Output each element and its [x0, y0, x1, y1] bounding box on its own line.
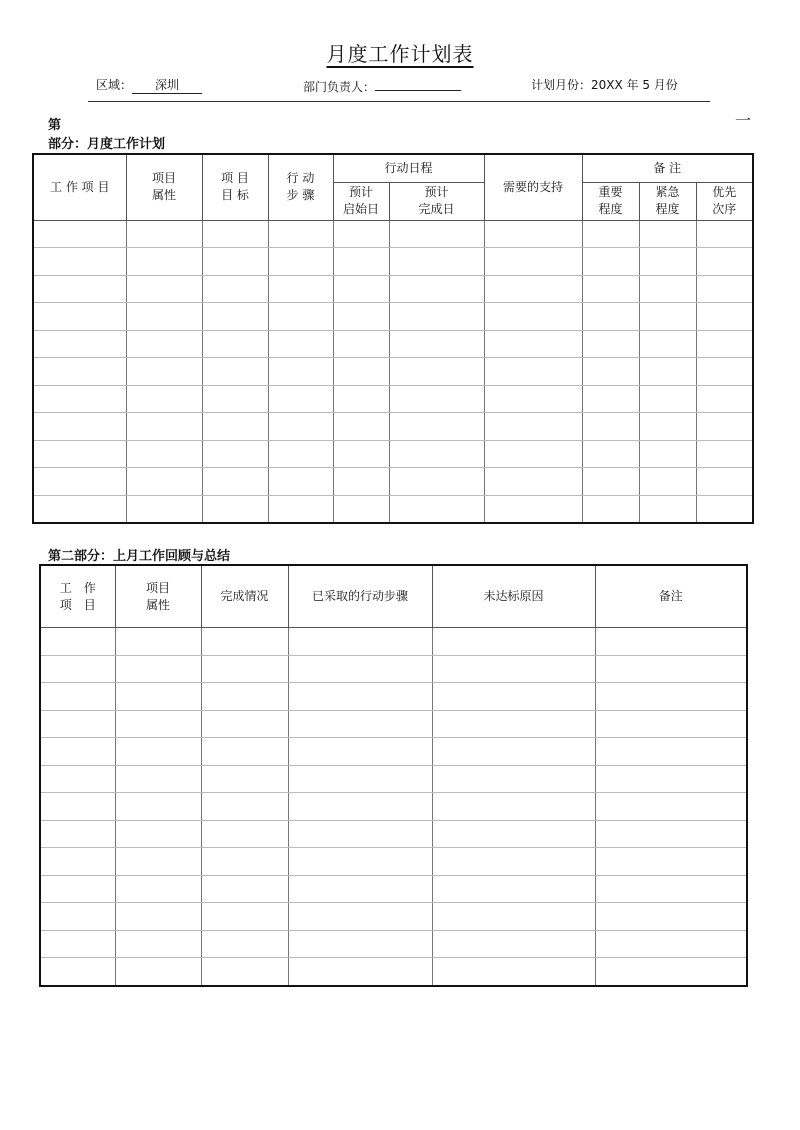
table-cell[interactable] [595, 765, 747, 793]
table-cell[interactable] [639, 468, 696, 496]
header-action-schedule: 行动日程 [333, 154, 484, 182]
review-table [39, 564, 748, 987]
header-notes: 备 注 [582, 154, 753, 182]
table-row [33, 440, 753, 468]
table-cell[interactable] [484, 468, 582, 496]
table-cell[interactable] [595, 875, 747, 903]
table-cell[interactable] [33, 413, 126, 441]
header-item-goal: 项 目 目 标 [202, 154, 268, 220]
table-cell[interactable] [595, 930, 747, 958]
table-cell[interactable] [288, 738, 432, 766]
table-cell[interactable] [639, 358, 696, 386]
table-row [40, 903, 747, 931]
table-row [40, 930, 747, 958]
table-cell[interactable] [582, 358, 639, 386]
table-cell[interactable] [639, 220, 696, 248]
table-cell[interactable] [288, 710, 432, 738]
table-cell[interactable] [201, 793, 288, 821]
header-completion-status: 完成情况 [201, 565, 288, 628]
table-cell[interactable] [639, 385, 696, 413]
table-cell[interactable] [202, 468, 268, 496]
table-cell[interactable] [268, 220, 333, 248]
table-cell[interactable] [202, 303, 268, 331]
table-cell[interactable] [40, 930, 115, 958]
table-cell[interactable] [201, 628, 288, 656]
table-cell[interactable] [333, 330, 389, 358]
table-cell[interactable] [115, 793, 201, 821]
table-cell[interactable] [126, 303, 202, 331]
table-cell[interactable] [484, 220, 582, 248]
table-cell[interactable] [288, 655, 432, 683]
table-cell[interactable] [33, 330, 126, 358]
table-cell[interactable] [389, 468, 484, 496]
table-cell[interactable] [268, 413, 333, 441]
table-cell[interactable] [33, 220, 126, 248]
table-cell[interactable] [288, 628, 432, 656]
table-cell[interactable] [595, 710, 747, 738]
plan-table-body [33, 220, 753, 523]
table-cell[interactable] [432, 930, 595, 958]
table-row [40, 820, 747, 848]
table-cell[interactable] [126, 440, 202, 468]
table-cell[interactable] [288, 683, 432, 711]
table-cell[interactable] [33, 385, 126, 413]
table-cell[interactable] [582, 495, 639, 523]
table-cell[interactable] [432, 903, 595, 931]
table-cell[interactable] [288, 793, 432, 821]
header-urgency: 紧急 程度 [639, 182, 696, 220]
table-row [33, 468, 753, 496]
table-cell[interactable] [639, 495, 696, 523]
table-cell[interactable] [115, 875, 201, 903]
header-notes: 备注 [595, 565, 747, 628]
monthly-plan-table [32, 153, 754, 524]
page-title: 月度工作计划表 [326, 42, 474, 66]
table-cell[interactable] [333, 413, 389, 441]
table-row [33, 303, 753, 331]
table-cell[interactable] [582, 468, 639, 496]
table-cell[interactable] [40, 628, 115, 656]
table-cell[interactable] [696, 275, 753, 303]
table-row [40, 875, 747, 903]
table-cell[interactable] [40, 958, 115, 986]
table-cell[interactable] [202, 275, 268, 303]
table-cell[interactable] [268, 385, 333, 413]
table-cell[interactable] [40, 710, 115, 738]
table-cell[interactable] [201, 958, 288, 986]
table-cell[interactable] [696, 358, 753, 386]
table-row [40, 710, 747, 738]
table-cell[interactable] [201, 930, 288, 958]
table-cell[interactable] [432, 793, 595, 821]
table-cell[interactable] [484, 440, 582, 468]
table-cell[interactable] [582, 440, 639, 468]
table-cell[interactable] [389, 248, 484, 276]
table-cell[interactable] [484, 413, 582, 441]
table-cell[interactable] [484, 248, 582, 276]
table-cell[interactable] [33, 358, 126, 386]
table-cell[interactable] [639, 275, 696, 303]
table-cell[interactable] [389, 385, 484, 413]
table-cell[interactable] [389, 495, 484, 523]
section1-title-line2: 部分：月度工作计划 [48, 137, 166, 152]
table-cell[interactable] [389, 275, 484, 303]
review-table-body [40, 628, 747, 986]
table-row [40, 765, 747, 793]
table-cell[interactable] [115, 765, 201, 793]
table-cell[interactable] [33, 275, 126, 303]
region-value: 深圳 [132, 76, 202, 94]
table-cell[interactable] [389, 303, 484, 331]
table-cell[interactable] [432, 628, 595, 656]
table-row [40, 628, 747, 656]
table-cell[interactable] [484, 303, 582, 331]
region-field [96, 76, 202, 94]
table-cell[interactable] [333, 468, 389, 496]
table-cell[interactable] [126, 495, 202, 523]
table-cell[interactable] [595, 958, 747, 986]
manager-value [375, 76, 461, 91]
table-cell[interactable] [389, 330, 484, 358]
table-cell[interactable] [484, 385, 582, 413]
table-cell[interactable] [202, 220, 268, 248]
table-cell[interactable] [40, 738, 115, 766]
table-cell[interactable] [201, 765, 288, 793]
table-cell[interactable] [696, 385, 753, 413]
table-cell[interactable] [33, 495, 126, 523]
header-divider [88, 101, 710, 102]
table-cell[interactable] [201, 903, 288, 931]
table-cell[interactable] [432, 875, 595, 903]
header-importance: 重要 程度 [582, 182, 639, 220]
table-cell[interactable] [696, 440, 753, 468]
table-row [33, 330, 753, 358]
table-cell[interactable] [595, 628, 747, 656]
table-cell[interactable] [696, 303, 753, 331]
header-priority: 优先 次序 [696, 182, 753, 220]
table-cell[interactable] [639, 440, 696, 468]
table-cell[interactable] [126, 275, 202, 303]
table-cell[interactable] [696, 495, 753, 523]
table-cell[interactable] [202, 248, 268, 276]
table-cell[interactable] [115, 820, 201, 848]
table-cell[interactable] [201, 710, 288, 738]
header-item-attribute: 项目 属性 [126, 154, 202, 220]
table-cell[interactable] [115, 655, 201, 683]
header-item-attribute: 项目 属性 [115, 565, 201, 628]
table-row [33, 385, 753, 413]
table-cell[interactable] [126, 468, 202, 496]
table-cell[interactable] [126, 248, 202, 276]
table-row [40, 793, 747, 821]
table-cell[interactable] [696, 413, 753, 441]
table-row [33, 275, 753, 303]
table-cell[interactable] [432, 710, 595, 738]
table-cell[interactable] [268, 330, 333, 358]
table-cell[interactable] [595, 655, 747, 683]
table-cell[interactable] [595, 683, 747, 711]
table-cell[interactable] [595, 738, 747, 766]
table-cell[interactable] [202, 330, 268, 358]
table-cell[interactable] [40, 683, 115, 711]
table-cell[interactable] [432, 848, 595, 876]
table-cell[interactable] [432, 820, 595, 848]
header-action-steps: 行 动 步 骤 [268, 154, 333, 220]
table-cell[interactable] [268, 248, 333, 276]
table-cell[interactable] [288, 903, 432, 931]
table-row [40, 683, 747, 711]
table-cell[interactable] [202, 495, 268, 523]
table-cell[interactable] [639, 303, 696, 331]
table-cell[interactable] [126, 330, 202, 358]
header-work-item: 工 作 项 目 [40, 565, 115, 628]
table-row [40, 738, 747, 766]
table-cell[interactable] [333, 495, 389, 523]
table-cell[interactable] [484, 330, 582, 358]
table-cell[interactable] [115, 628, 201, 656]
table-cell[interactable] [115, 848, 201, 876]
table-cell[interactable] [333, 385, 389, 413]
table-row [33, 220, 753, 248]
section2-title: 第二部分：上月工作回顾与总结 [48, 549, 231, 564]
table-cell[interactable] [268, 495, 333, 523]
header-actions-taken: 已采取的行动步骤 [288, 565, 432, 628]
table-cell[interactable] [115, 683, 201, 711]
table-cell[interactable] [582, 385, 639, 413]
table-cell[interactable] [115, 958, 201, 986]
table-cell[interactable] [389, 220, 484, 248]
header-work-item: 工 作 项 目 [33, 154, 126, 220]
table-cell[interactable] [582, 303, 639, 331]
table-cell[interactable] [432, 738, 595, 766]
table-cell[interactable] [639, 413, 696, 441]
manager-label: 部门负责人： [303, 80, 376, 94]
table-cell[interactable] [595, 793, 747, 821]
table-cell[interactable] [288, 765, 432, 793]
table-cell[interactable] [268, 440, 333, 468]
table-cell[interactable] [201, 683, 288, 711]
table-cell[interactable] [40, 875, 115, 903]
table-cell[interactable] [432, 765, 595, 793]
table-cell[interactable] [432, 683, 595, 711]
table-row [40, 655, 747, 683]
table-cell[interactable] [33, 303, 126, 331]
section1-dash: 一 [735, 111, 752, 130]
table-cell[interactable] [268, 303, 333, 331]
table-cell[interactable] [288, 820, 432, 848]
header-support-needed: 需要的支持 [484, 154, 582, 220]
table-cell[interactable] [582, 330, 639, 358]
table-cell[interactable] [484, 358, 582, 386]
month-value: 20XX 年 5 月份 [591, 78, 678, 92]
month-label: 计划月份： [531, 78, 592, 92]
table-cell[interactable] [115, 930, 201, 958]
table-row [33, 358, 753, 386]
table-cell[interactable] [639, 330, 696, 358]
table-row [33, 413, 753, 441]
table-cell[interactable] [595, 820, 747, 848]
table-cell[interactable] [201, 875, 288, 903]
table-cell[interactable] [40, 903, 115, 931]
table-cell[interactable] [333, 440, 389, 468]
table-cell[interactable] [201, 738, 288, 766]
table-cell[interactable] [389, 413, 484, 441]
table-cell[interactable] [40, 765, 115, 793]
region-label: 区域： [96, 78, 133, 92]
table-cell[interactable] [333, 303, 389, 331]
table-cell[interactable] [115, 903, 201, 931]
table-cell[interactable] [202, 385, 268, 413]
table-cell[interactable] [389, 440, 484, 468]
table-cell[interactable] [268, 275, 333, 303]
table-cell[interactable] [389, 358, 484, 386]
table-cell[interactable] [333, 220, 389, 248]
table-cell[interactable] [582, 220, 639, 248]
header-planned-finish: 预计 完成日 [389, 182, 484, 220]
table-cell[interactable] [33, 440, 126, 468]
table-cell[interactable] [202, 358, 268, 386]
table-cell[interactable] [696, 330, 753, 358]
table-cell[interactable] [201, 655, 288, 683]
table-cell[interactable] [115, 738, 201, 766]
section1-title-line1: 第 [48, 118, 62, 133]
table-cell[interactable] [333, 358, 389, 386]
table-row [33, 495, 753, 523]
table-cell[interactable] [582, 413, 639, 441]
table-cell[interactable] [201, 820, 288, 848]
table-cell[interactable] [40, 793, 115, 821]
table-cell[interactable] [126, 413, 202, 441]
table-cell[interactable] [288, 875, 432, 903]
table-cell[interactable] [432, 958, 595, 986]
table-cell[interactable] [288, 958, 432, 986]
header-planned-start: 预计 启始日 [333, 182, 389, 220]
table-cell[interactable] [126, 358, 202, 386]
table-cell[interactable] [268, 468, 333, 496]
table-cell[interactable] [115, 710, 201, 738]
table-cell[interactable] [582, 248, 639, 276]
table-cell[interactable] [201, 848, 288, 876]
table-row [33, 248, 753, 276]
table-cell[interactable] [126, 385, 202, 413]
table-cell[interactable] [639, 248, 696, 276]
table-cell[interactable] [40, 848, 115, 876]
header-shortfall-reason: 未达标原因 [432, 565, 595, 628]
table-cell[interactable] [40, 820, 115, 848]
table-cell[interactable] [595, 903, 747, 931]
table-cell[interactable] [333, 275, 389, 303]
table-cell[interactable] [595, 848, 747, 876]
month-field [531, 76, 678, 93]
table-row [40, 958, 747, 986]
table-cell[interactable] [40, 655, 115, 683]
table-row [40, 848, 747, 876]
table-cell[interactable] [582, 275, 639, 303]
table-cell[interactable] [333, 248, 389, 276]
table-cell[interactable] [202, 413, 268, 441]
table-cell[interactable] [33, 468, 126, 496]
table-cell[interactable] [484, 275, 582, 303]
table-cell[interactable] [33, 248, 126, 276]
table-cell[interactable] [202, 440, 268, 468]
table-cell[interactable] [126, 220, 202, 248]
table-cell[interactable] [696, 248, 753, 276]
table-cell[interactable] [268, 358, 333, 386]
manager-field [303, 76, 461, 95]
table-cell[interactable] [432, 655, 595, 683]
table-cell[interactable] [288, 848, 432, 876]
table-cell[interactable] [696, 220, 753, 248]
table-cell[interactable] [288, 930, 432, 958]
table-cell[interactable] [696, 468, 753, 496]
table-cell[interactable] [484, 495, 582, 523]
